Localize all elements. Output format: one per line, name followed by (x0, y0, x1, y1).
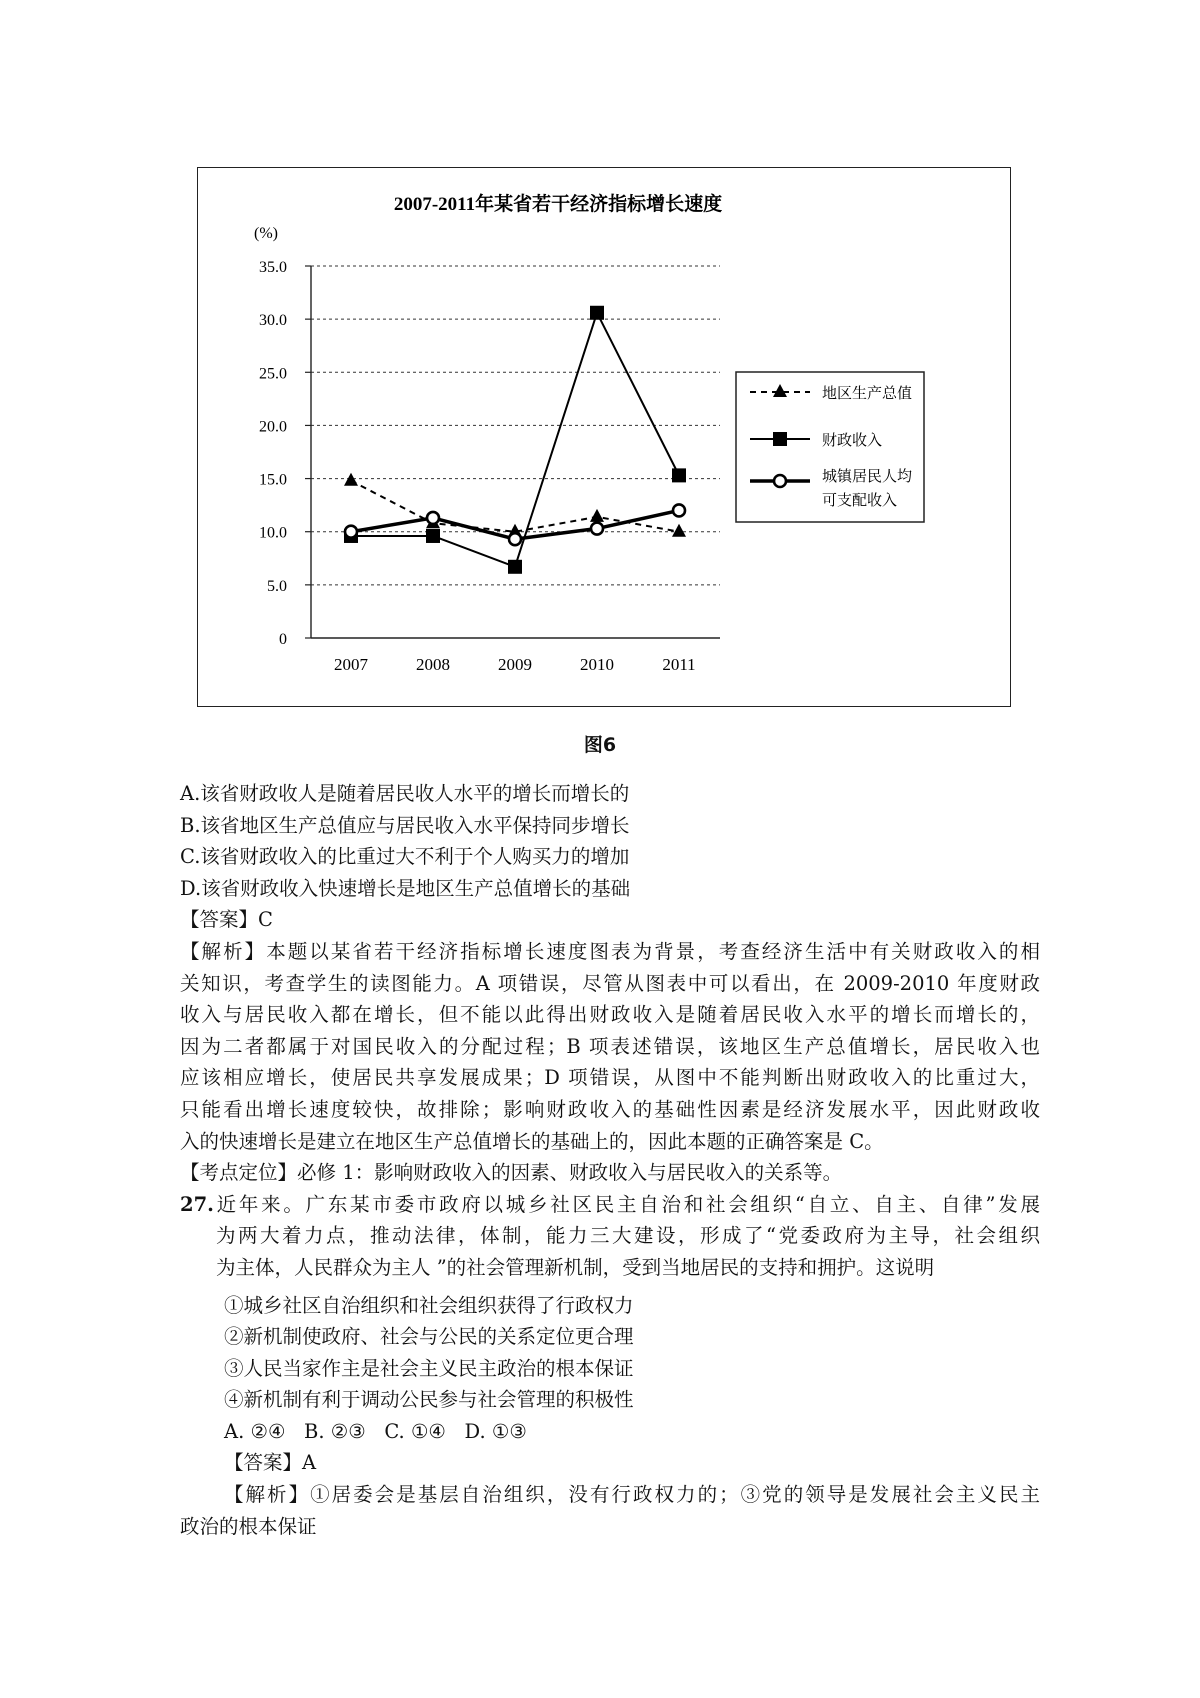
y-tick-label: 35.0 (259, 259, 287, 276)
y-tick-label: 25.0 (259, 365, 287, 383)
q27-item: ④新机制有利于调动公民参与社会管理的积极性 (224, 1388, 634, 1412)
chart-frame (197, 167, 1011, 707)
q27-stem-line: 为主体，人民群众为主人 ”的社会管理新机制，受到当地居民的支持和拥护。这说明 (216, 1255, 935, 1279)
q27-analysis-line: 政治的根本保证 (180, 1514, 317, 1538)
option-c: C.该省财政收入的比重过大不利于个人购买力的增加 (180, 845, 630, 869)
question-number: 27. (180, 1192, 214, 1216)
data-point (509, 533, 521, 545)
axes (259, 259, 720, 674)
q27-analysis-line: 【解析】①居委会是基层自治组织，没有行政权力的；③党的领导是发展社会主义民主 (224, 1483, 1040, 1507)
data-point (672, 468, 686, 482)
data-point (774, 475, 786, 487)
data-point (426, 529, 440, 543)
data-point (508, 560, 522, 574)
data-point (591, 523, 603, 535)
figure-caption: 图6 (583, 734, 617, 756)
analysis-line: 【解析】本题以某省若干经济指标增长速度图表为背景，考查经济生活中有关财政收入的相 (180, 939, 1040, 963)
data-point (673, 504, 685, 516)
y-tick-label: 5.0 (267, 577, 287, 595)
y-tick-label: 20.0 (259, 418, 287, 436)
analysis-line: 只能看出增长速度较快，故排除；影响财政收入的基础性因素是经济发展水平，因此财政收 (180, 1097, 1040, 1121)
data-point (590, 306, 604, 320)
data-point (672, 524, 686, 537)
option-a: A.该省财政收人是随着居民收人水平的增长而增长的 (180, 782, 630, 805)
q27-stem-text: 近年来。广东某市委市政府以城乡社区民主自治和社会组织“自立、自主、自律”发展 (213, 1192, 1040, 1216)
q27-item: ②新机制使政府、社会与公民的关系定位更合理 (224, 1325, 634, 1349)
data-point (590, 509, 604, 522)
data-point (427, 512, 439, 524)
analysis-line: 因为二者都属于对国民收入的分配过程；B 项表述错误，该地区生产总值增长，居民收入也 (180, 1034, 1040, 1058)
x-tick-label: 2008 (416, 655, 450, 674)
y-tick-label: 15.0 (259, 471, 287, 489)
data-point (773, 432, 787, 446)
y-tick-label: 0 (279, 631, 287, 648)
option-b: B.该省地区生产总值应与居民收入水平保持同步增长 (180, 813, 630, 837)
question-text (180, 778, 1040, 1542)
series-layer (344, 306, 686, 574)
q27-item: ③人民当家作主是社会主义民主政治的根本保证 (224, 1356, 634, 1380)
legend-label: 城镇居民人均 (822, 467, 913, 485)
y-tick-label: 30.0 (259, 312, 287, 330)
q27-choices: A. ②④ B. ②③ C. ①④ D. ①③ (224, 1419, 527, 1443)
analysis-line: 收入与居民收入都在增长，但不能以此得出财政收入是随着居民收入水平的增长而增长的， (180, 1003, 1040, 1027)
q27-stem-line (180, 1189, 1040, 1221)
data-point (345, 526, 357, 538)
analysis-line: 关知识，考查学生的读图能力。A 项错误，尽管从图表中可以看出，在 2009-2010 年度财政 (180, 971, 1040, 995)
x-tick-label: 2009 (498, 655, 532, 674)
legend-label: 财政收入 (822, 431, 883, 449)
y-axis-unit-label: (%) (254, 225, 278, 242)
x-tick-label: 2007 (334, 655, 368, 674)
chart-title: 2007-2011年某省若干经济指标增长速度 (393, 194, 723, 215)
answer-26: 【答案】C (180, 908, 273, 932)
line-chart (198, 168, 1012, 708)
kaodian-line: 【考点定位】必修 1：影响财政收入的因素、财政收入与居民收入的关系等。 (180, 1161, 843, 1185)
analysis-line: 应该相应增长，使居民共享发展成果；D 项错误，从图中不能判断出财政收入的比重过大， (180, 1066, 1040, 1090)
q27-item: ①城乡社区自治组织和社会组织获得了行政权力 (224, 1293, 634, 1317)
q27-stem-line: 为两大着力点，推动法律，体制，能力三大建设，形成了“党委政府为主导，社会组织 (216, 1224, 1040, 1248)
legend-label: 地区生产总值 (822, 384, 913, 402)
y-tick-label: 10.0 (259, 524, 287, 542)
analysis-line: 入的快速增长是建立在地区生产总值增长的基础上的，因此本题的正确答案是 C。 (180, 1129, 884, 1153)
answer-27: 【答案】A (224, 1451, 317, 1475)
x-tick-label: 2011 (662, 655, 696, 674)
data-point (344, 473, 358, 486)
legend (736, 372, 924, 522)
x-tick-label: 2010 (580, 655, 614, 674)
option-d: D.该省财政收入快速增长是地区生产总值增长的基础 (180, 876, 631, 900)
legend-label: 可支配收入 (822, 491, 898, 509)
